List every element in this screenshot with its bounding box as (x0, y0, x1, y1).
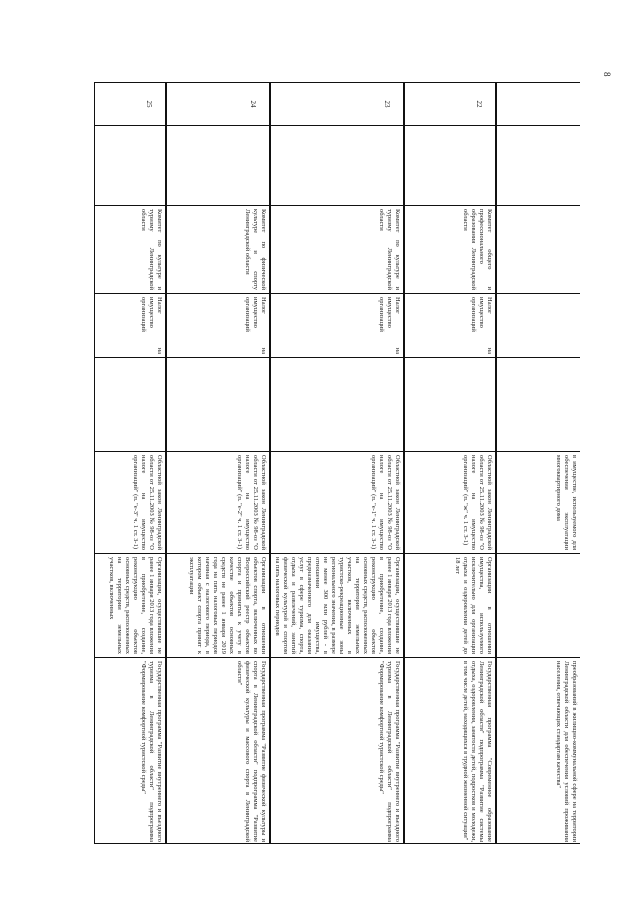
tax-cell: Налог на имущество организаций (405, 293, 495, 357)
tax-cell: Налог на имущество организаций (95, 293, 165, 357)
law-cell: Областной закон Ленинградской области от 25.11.2003 № 98-оз "О налоге на имущество организаций" (п. "е-1" ч. 1 ст. 3-1) (271, 451, 403, 553)
law-cell: Областной закон Ленинградской области от 25.11.2003 № 98-оз "О налоге на имущество организаций" (п. "ж" ч. 1 ст. 3-1) (405, 451, 495, 553)
tax-cell: Налог на имущество организаций (271, 293, 403, 357)
curator-cell: Комитет по культуре и туризму Ленинградской области (95, 205, 165, 293)
continuation-object-cell: в имуществе, используемого для обеспечения эксплуатации многоквартирного дома (497, 451, 580, 553)
table-row-25 (94, 82, 166, 844)
program-cell: Государственная программа "Развитие внутреннего и въездного туризма в Ленинградской области" подпрограмма "Формирование комфортной туристской среды" (271, 657, 403, 845)
row-number: 24 (249, 100, 257, 108)
program-cell: Государственная программа "Развитие внутреннего и въездного туризма в Ленинградской области" подпрограмма "Формирование комфортной туристской среды" (95, 657, 165, 845)
table-row-24 (166, 82, 270, 844)
recipients-cell: Организации в отношении объектов спорта, включенных во Всероссийский реестр объектов спорта и принятых к учету в качестве объектов основных средств не ранее 1 января 2019 года на пять налоговых периодов начиная с налогового периода, в котором объект спорта принят к эксплуатации (167, 553, 269, 657)
program-cell: Государственная программа "Развитие физической культуры и спорта в Ленинградской области" подпрограмма "Развитие физической культуры и массового спорта в Ленинградской области" (167, 657, 269, 845)
curator-cell: Комитет общего и профессионального образования Ленинградской области (405, 205, 495, 293)
curator-cell: Комитет по физической культуре и спорту Ленинградской области (167, 205, 269, 293)
rotated-table (94, 82, 580, 844)
table-row-23 (270, 82, 404, 844)
row-number: 23 (383, 100, 391, 108)
row-number: 22 (475, 100, 483, 108)
row-number: 25 (145, 100, 153, 108)
table-row-continuation (496, 82, 580, 844)
curator-cell: Комитет по культуре и туризму Ленинградской области (271, 205, 403, 293)
law-cell: Областной закон Ленинградской области от 25.11.2003 № 98-оз "О налоге на имущество организаций" (п. "е-3" ч. 1 ст. 3-1) (95, 451, 165, 553)
recipients-cell: Организации, осуществившие не ранее 1 января 2013 года вложения в приобретение, создание, реконструкцию объектов основных средств, расположенных на территории земельных участков, включенных (95, 553, 165, 657)
page-number: 8 (602, 72, 612, 77)
continuation-program-cell: преобразований в жилищно-коммунальной сфере на территории Ленинградской области для обеспечения условий проживания населения, отвечающих стандартам качества" (497, 657, 580, 845)
recipients-cell: Организации в отношении имущества, используемого исключительно для организации отдыха и оздоровления детей до 18 лет (405, 553, 495, 657)
table-row-22 (404, 82, 496, 844)
tax-cell: Налог на имущество организаций (167, 293, 269, 357)
law-cell: Областной закон Ленинградской области от 25.11.2003 № 98-оз "О налоге на имущество организаций" (п. "е-2" ч. 1 ст. 3-1) (167, 451, 269, 553)
program-cell: Государственная программа "Современное образование Ленинградской области" подпрограмма "Развитие системы отдыха, оздоровления, занятости детей, подростков и молодежи, в том числе детей, находящихся в трудной жизненной ситуации" (405, 657, 495, 845)
recipients-cell: Организации, осуществившие не ранее 1 января 2013 года вложения в приобретение, создание, реконструкцию объектов основных средств, расположенных на территории земельных участков, включенных в туристско-рекреационные зоны регионального значения, в размере не менее 300 млн рублей - в отношении имущества, предназначенного для оказания услуг в сфере туризма, спорта, отдыха и развлечений, занятий физической культурой и спортом на пять налоговых периодов (271, 553, 403, 657)
